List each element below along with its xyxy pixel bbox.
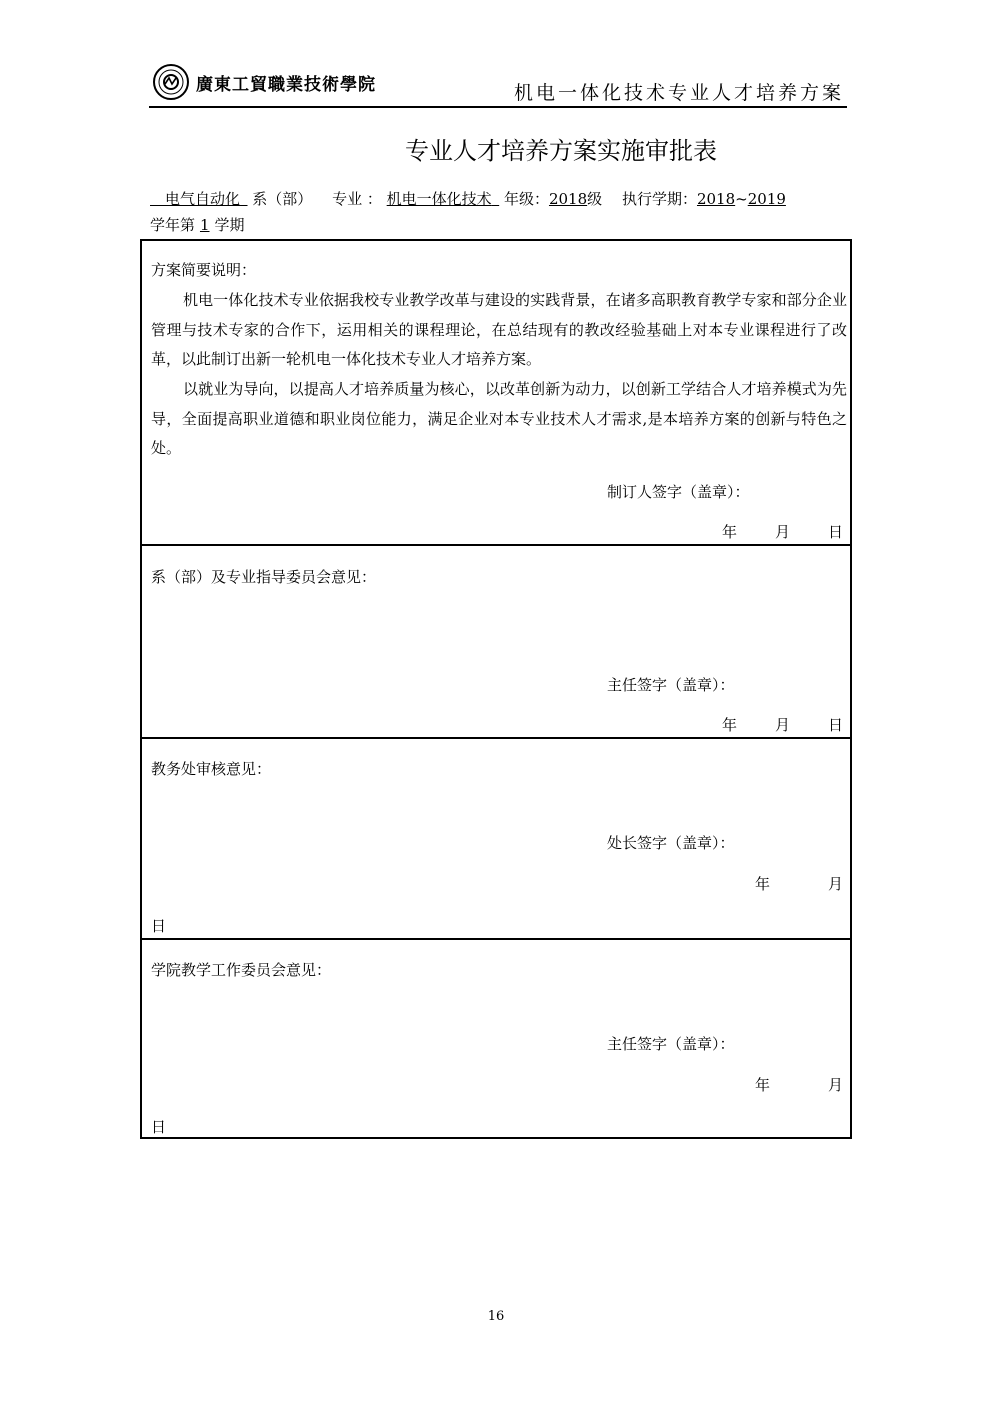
academic-affairs-signature-label: 处长签字（盖章）： <box>607 834 735 852</box>
school-name: 廣東工貿職業技術學院 <box>196 75 376 95</box>
school-logo-icon <box>153 64 189 100</box>
department-year-label: 年 <box>722 716 738 734</box>
college-day-label: 日 <box>151 1118 167 1136</box>
year-end: 2019 <box>747 190 786 208</box>
academic-affairs-day-label: 日 <box>151 917 167 935</box>
header-doc-title: 机电一体化技术专业人才培养方案 <box>513 82 844 104</box>
department-suffix: 系（部） <box>252 190 313 208</box>
meta-line-2 <box>150 214 244 235</box>
plan-paragraph-1: 机电一体化技术专业依据我校专业教学改革与建设的实践背景，在诸多高职教育教学专家和部分企业管理与技术专家的合作下，运用相关的课程理论，在总结现有的教改经验基础上对本专业课程进行了改革，以此制订出新一轮机电一体化技术专业人才培养方案。 <box>151 291 847 368</box>
row-separator-1 <box>140 544 852 546</box>
major-value: 机电一体化技术 <box>386 190 492 208</box>
academic-affairs-month-label: 月 <box>828 875 844 893</box>
grade-value: 2018 <box>548 190 588 208</box>
department-signature-label: 主任签字（盖章）： <box>607 676 735 694</box>
department-day-label: 日 <box>828 716 844 734</box>
term-prefix: 学年第 <box>150 216 196 234</box>
plan-month-label: 月 <box>775 523 791 541</box>
college-signature-label: 主任签字（盖章）： <box>607 1035 735 1053</box>
tilde: ~ <box>735 190 748 208</box>
page-number: 16 <box>487 1309 505 1324</box>
meta-line-1 <box>150 188 786 209</box>
plan-day-label: 日 <box>828 523 844 541</box>
department-month-label: 月 <box>775 716 791 734</box>
plan-paragraph-2: 以就业为导向，以提高人才培养质量为核心，以改革创新为动力，以创新工学结合人才培养模式为先导，全面提高职业道德和职业岗位能力，满足企业对本专业技术人才需求,是本培养方案的创新与特色之处。 <box>151 380 847 457</box>
page-title: 专业人才培养方案实施审批表 <box>405 137 717 165</box>
department-opinion-heading: 系（部）及专业指导委员会意见： <box>151 568 377 586</box>
header-rule <box>149 106 847 108</box>
major-label: 专业 ： <box>332 190 382 208</box>
term-number: 1 <box>199 216 210 234</box>
year-start: 2018 <box>696 190 736 208</box>
department-value: 电气自动化 <box>165 190 241 208</box>
term-label: 执行学期： <box>621 190 697 208</box>
term-suffix: 学期 <box>214 216 245 234</box>
grade-label: 年级： <box>503 190 549 208</box>
grade-suffix: 级 <box>587 190 603 208</box>
academic-affairs-year-label: 年 <box>755 875 771 893</box>
college-committee-heading: 学院教学工作委员会意见： <box>151 961 332 979</box>
row-separator-3 <box>140 938 852 940</box>
plan-heading: 方案简要说明： <box>151 261 257 279</box>
college-month-label: 月 <box>828 1076 844 1094</box>
plan-signature-label: 制订人签字（盖章）： <box>607 483 750 501</box>
row-separator-2 <box>140 737 852 739</box>
college-year-label: 年 <box>755 1076 771 1094</box>
academic-affairs-heading: 教务处审核意见： <box>151 760 272 778</box>
plan-year-label: 年 <box>722 523 738 541</box>
